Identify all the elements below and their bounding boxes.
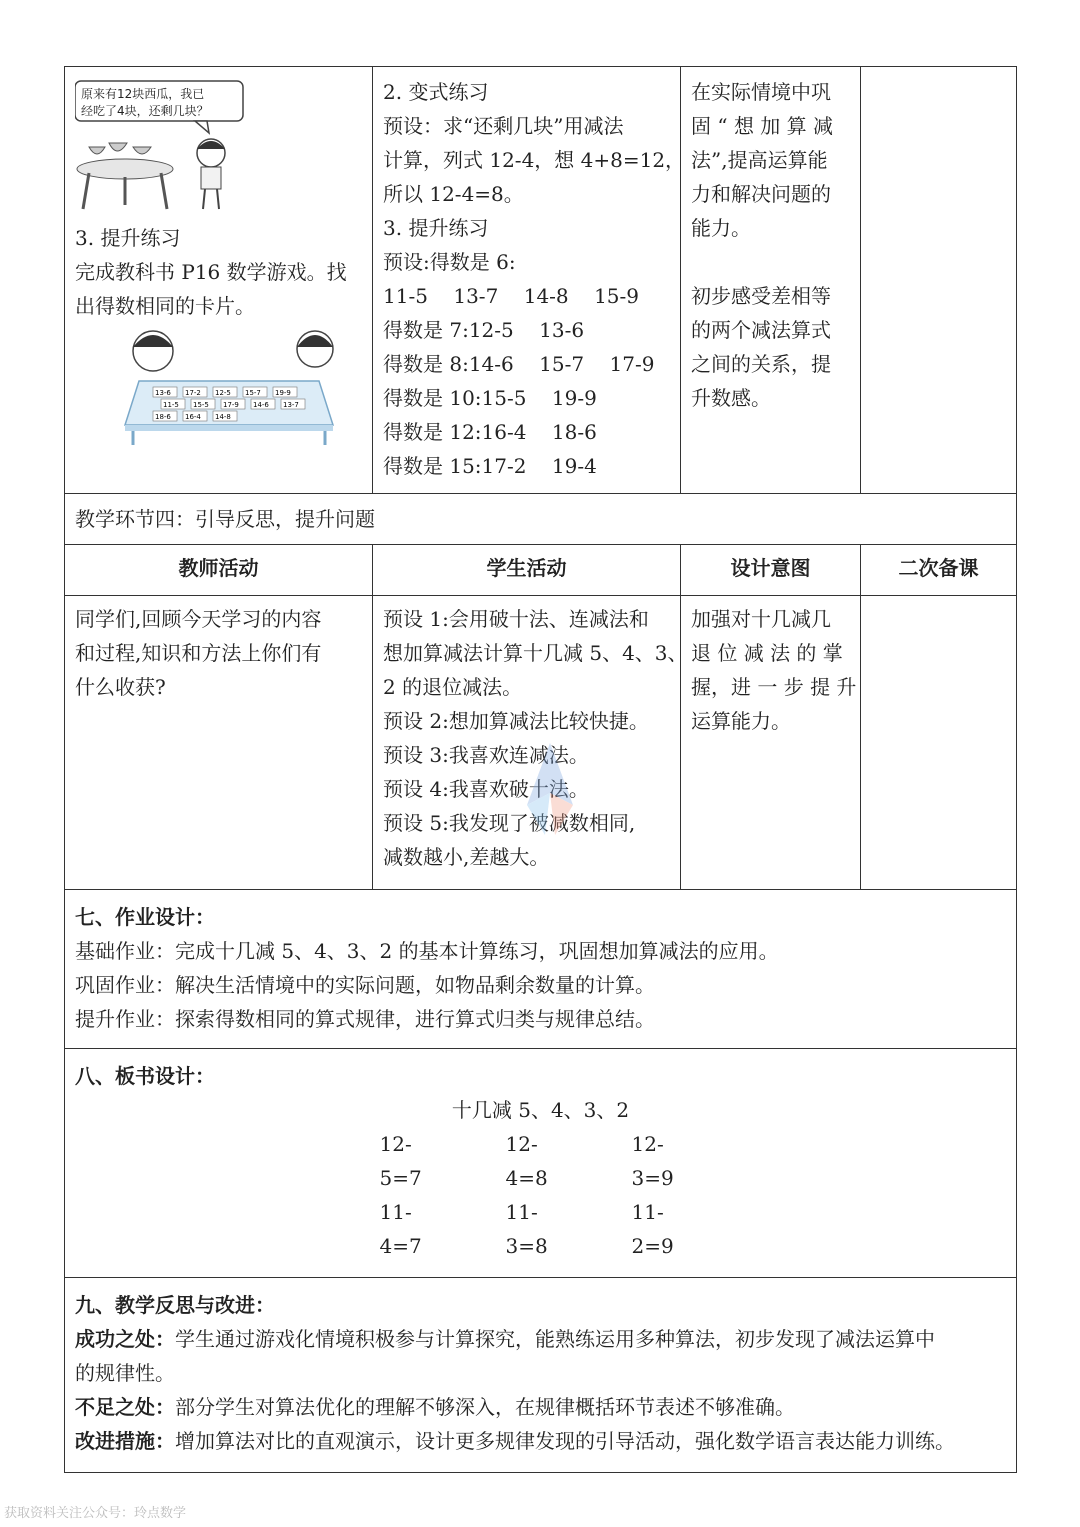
rt-line-2: 什么收获? (75, 675, 166, 699)
s-line-8: 得数是 8:14-6 15-7 17-9 (383, 352, 655, 376)
d-line-9: 升数感。 (691, 386, 771, 410)
weak-line (75, 1390, 1006, 1424)
reflect-teacher-cell (65, 596, 373, 890)
bubble-line-1: 原来有12块西瓜，我已 (81, 87, 205, 101)
rs-line-2: 2 的退位减法。 (383, 675, 523, 699)
d-line-6: 初步感受差相等 (691, 284, 831, 308)
weak-label: 不足之处： (75, 1395, 175, 1419)
board-row (65, 1049, 1017, 1278)
homework-row (65, 890, 1017, 1049)
success-label: 成功之处： (75, 1327, 175, 1351)
ri-line-2: 握，进 一 步 提 升 (691, 675, 857, 699)
card-label: 12-5 (215, 389, 231, 397)
logo-watermark (495, 735, 605, 845)
reflection-cell (65, 1278, 1017, 1473)
card-label: 14-8 (215, 413, 231, 421)
s-line-5: 预设:得数是 6: (383, 250, 516, 274)
board-eq: 11-4=7 (379, 1200, 422, 1258)
rs-line-7: 减数越小,差越大。 (383, 845, 550, 869)
improve-label: 改进措施： (75, 1429, 175, 1453)
ri-line-1: 退 位 减 法 的 掌 (691, 641, 843, 665)
homework-cell (65, 890, 1017, 1049)
s-line-3: 所以 12-4=8。 (383, 182, 524, 206)
card-label: 15-5 (193, 401, 209, 409)
s-line-6: 11-5 13-7 14-8 15-9 (383, 284, 640, 308)
board-eq: 12-4=8 (505, 1132, 548, 1190)
homework-advance: 提升作业：探索得数相同的算式规律，进行算式归类与规律总结。 (75, 1007, 655, 1031)
card-label: 13-7 (283, 401, 299, 409)
card-label: 14-6 (253, 401, 269, 409)
s-line-10: 得数是 12:16-4 18-6 (383, 420, 597, 444)
board-eq: 11-3=8 (505, 1200, 548, 1258)
board-title: 八、板书设计： (75, 1064, 215, 1088)
homework-title: 七、作业设计： (75, 905, 215, 929)
d-line-5 (691, 245, 850, 279)
d-line-3: 力和解决问题的 (691, 182, 831, 206)
teacher-activity-cell (65, 67, 373, 494)
rs-line-3: 预设 2:想加算减法比较快捷。 (383, 709, 649, 733)
d-line-7: 的两个减法算式 (691, 318, 831, 342)
s-line-1: 预设：求“还剩几块”用减法 (383, 114, 624, 138)
section-four-title: 教学环节四：引导反思，提升问题 (65, 494, 1017, 545)
success-text-2: 的规律性。 (75, 1361, 175, 1385)
rs-line-6: 预设 5:我发现了被减数相同, (383, 811, 636, 835)
s-line-7: 得数是 7:12-5 13-6 (383, 318, 585, 342)
board-equation-row-1 (75, 1127, 1006, 1195)
rs-line-1: 想加算减法计算十几减 5、4、3、 (383, 641, 688, 665)
watermelon-illustration (75, 77, 255, 217)
bubble-line-2: 经吃了4块，还剩几块？ (81, 104, 209, 118)
ri-line-3: 运算能力。 (691, 709, 791, 733)
board-eq: 12-3=9 (631, 1132, 674, 1190)
design-intent-cell (681, 67, 861, 494)
section-four-row (65, 494, 1017, 545)
header-second-prep: 二次备课 (861, 545, 1017, 596)
header-teacher: 教师活动 (65, 545, 373, 596)
column-header-row (65, 545, 1017, 596)
homework-consolidate: 巩固作业：解决生活情境中的实际问题，如物品剩余数量的计算。 (75, 973, 655, 997)
t-line-0: 3. 提升练习 (75, 226, 181, 250)
card-label: 13-6 (155, 389, 171, 397)
student-activity-cell (373, 67, 686, 494)
reflect-intent-cell (681, 596, 861, 890)
card-label: 16-4 (185, 413, 201, 421)
s-line-0: 2. 变式练习 (383, 80, 489, 104)
board-eq: 11-2=9 (631, 1200, 674, 1258)
rs-line-5: 预设 4:我喜欢破十法。 (383, 777, 589, 801)
t-line-1: 完成教科书 P16 数学游戏。找 (75, 260, 347, 284)
weak-text: 部分学生对算法优化的理解不够深入，在规律概括环节表述不够准确。 (175, 1395, 795, 1419)
reflection-title: 九、教学反思与改进： (75, 1293, 275, 1317)
t-line-2: 出得数相同的卡片。 (75, 294, 255, 318)
practice-row (65, 67, 1017, 494)
card-label: 17-2 (185, 389, 201, 397)
d-line-0: 在实际情境中巩 (691, 80, 831, 104)
reflect-second-prep-cell (861, 596, 1017, 890)
footer-note: 获取资料关注公众号：玲点数学 (4, 1506, 187, 1521)
card-label: 17-9 (223, 401, 239, 409)
ri-line-0: 加强对十几减几 (691, 607, 831, 631)
board-eq: 12-5=7 (379, 1132, 422, 1190)
success-line (75, 1322, 1006, 1356)
card-label: 15-7 (245, 389, 261, 397)
d-line-2: 法”,提高运算能 (691, 148, 828, 172)
homework-basic: 基础作业：完成十几减 5、4、3、2 的基本计算练习，巩固想加算减法的应用。 (75, 939, 779, 963)
board-heading: 十几减 5、4、3、2 (451, 1098, 630, 1122)
d-line-8: 之间的关系，提 (691, 352, 831, 376)
board-cell (65, 1049, 1017, 1278)
improve-text: 增加算法对比的直观演示，设计更多规律发现的引导活动，强化数学语言表达能力训练。 (175, 1429, 955, 1453)
s-line-11: 得数是 15:17-2 19-4 (383, 454, 597, 478)
card-label: 11-5 (163, 401, 179, 409)
rs-line-0: 预设 1:会用破十法、连减法和 (383, 607, 649, 631)
s-line-4: 3. 提升练习 (383, 216, 489, 240)
board-equation-row-2 (75, 1195, 1006, 1263)
d-line-1: 固 “ 想 加 算 减 (691, 114, 834, 138)
rs-line-4: 预设 3:我喜欢连减法。 (383, 743, 589, 767)
s-line-9: 得数是 10:15-5 19-9 (383, 386, 597, 410)
success-text: 学生通过游戏化情境积极参与计算探究，能熟练运用多种算法，初步发现了减法运算中 (175, 1327, 935, 1351)
card-label: 19-9 (275, 389, 291, 397)
header-student: 学生活动 (373, 545, 681, 596)
header-intent: 设计意图 (681, 545, 861, 596)
second-prep-cell (861, 67, 1017, 494)
d-line-4: 能力。 (691, 216, 751, 240)
rt-line-0: 同学们,回顾今天学习的内容 (75, 607, 322, 631)
improve-line (75, 1424, 1006, 1458)
card-label: 18-6 (155, 413, 171, 421)
reflection-row (65, 1278, 1017, 1473)
card-game-illustration (119, 325, 339, 447)
s-line-2: 计算，列式 12-4，想 4+8=12， (383, 148, 686, 172)
rt-line-1: 和过程,知识和方法上你们有 (75, 641, 322, 665)
